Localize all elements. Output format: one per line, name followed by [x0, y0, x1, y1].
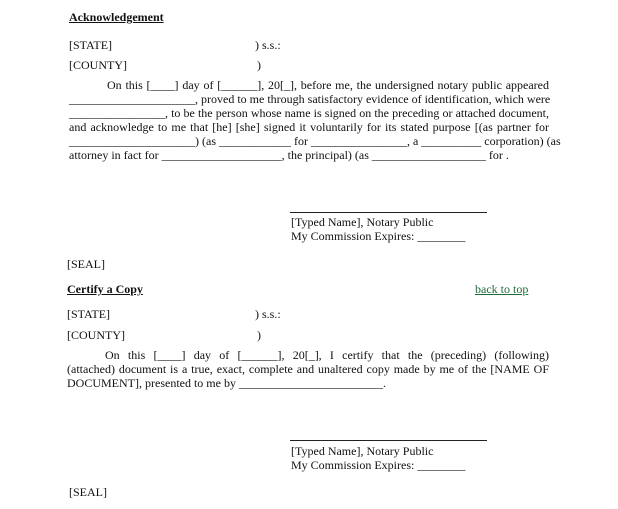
back-to-top-link[interactable]: back to top [475, 282, 529, 296]
copy-line: On this [____] day of [______], 20[_], I certify that the (preceding) (following) [105, 348, 549, 362]
copy-county-label: [COUNTY] [67, 328, 125, 342]
copy-seal: [SEAL] [69, 485, 107, 499]
copy-typed-name: [Typed Name], Notary Public [291, 444, 434, 458]
ack-line: _____________________) (as ____________ for ________________, a __________ corporation) (as [69, 134, 561, 148]
ack-line: attorney in fact for ____________________, the principal) (as ___________________ for . [69, 148, 509, 162]
copy-commission-expires: My Commission Expires: ________ [291, 458, 466, 472]
copy-ss-label: ) s.s.: [255, 307, 281, 321]
copy-state-label: [STATE] [67, 307, 111, 321]
ack-commission-expires: My Commission Expires: ________ [291, 229, 466, 243]
copy-paren: ) [257, 328, 261, 342]
ack-county-label: [COUNTY] [69, 58, 127, 72]
ack-ss-label: ) s.s.: [255, 38, 281, 52]
certify-copy-heading: Certify a Copy [67, 282, 143, 296]
copy-signature-line [290, 440, 487, 441]
copy-paragraph [67, 348, 549, 390]
copy-line: (attached) document is a true, exact, complete and unaltered copy made by me of the [NAME OF [67, 362, 549, 376]
ack-state-label: [STATE] [69, 38, 113, 52]
ack-typed-name: [Typed Name], Notary Public [291, 215, 434, 229]
ack-paragraph [69, 78, 561, 162]
ack-seal: [SEAL] [67, 257, 105, 271]
ack-signature-line [290, 212, 487, 213]
ack-line: and acknowledge to me that [he] [she] signed it voluntarily for its stated purpose [(as partner for [69, 120, 549, 134]
acknowledgement-heading: Acknowledgement [69, 10, 164, 24]
ack-line: ________________, to be the person whose name is signed on the preceding or attached document, [69, 106, 549, 120]
ack-line: On this [____] day of [______], 20[_], before me, the undersigned notary public appeared [107, 78, 549, 92]
ack-paren: ) [257, 58, 261, 72]
ack-line: _____________________, proved to me through satisfactory evidence of identification, which were [69, 92, 551, 106]
copy-line: DOCUMENT], presented to me by ________________________. [67, 376, 386, 390]
